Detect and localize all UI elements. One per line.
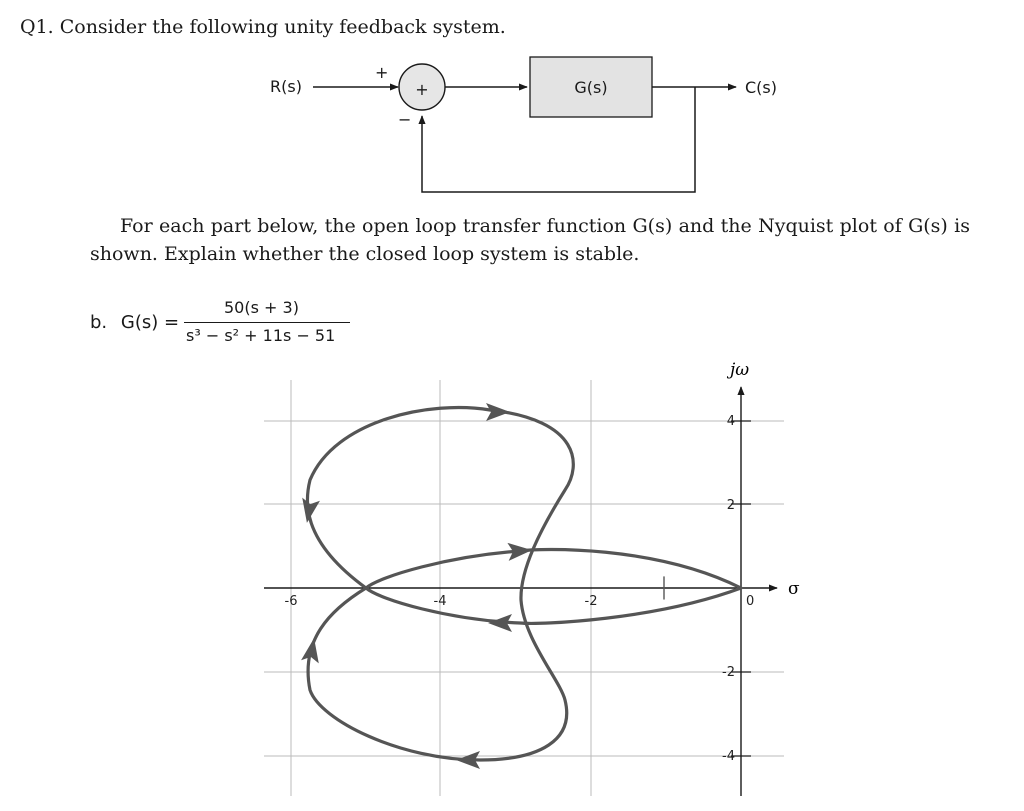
inner-lobe-upper bbox=[366, 549, 741, 588]
plus-sign: + bbox=[375, 63, 389, 82]
tf-denominator: s³ − s² + 11s − 51 bbox=[186, 326, 336, 345]
sigma-label: σ bbox=[788, 579, 800, 599]
output-label: C(s) bbox=[745, 78, 777, 97]
jomega-label: jω bbox=[730, 360, 750, 380]
question-number: Q1. bbox=[20, 16, 54, 38]
direction-arrows bbox=[298, 403, 533, 769]
curve-direction-arrow bbox=[486, 403, 510, 421]
y-tick-label: -4 bbox=[722, 749, 735, 764]
input-label: R(s) bbox=[270, 77, 302, 96]
plant-label: G(s) bbox=[574, 78, 608, 97]
summer-symbol: + bbox=[415, 80, 429, 99]
x-tick-label: -2 bbox=[584, 594, 598, 609]
y-tick-label: 4 bbox=[726, 414, 735, 429]
inner-lobe-lower bbox=[366, 588, 741, 623]
x-tick-label: -6 bbox=[284, 594, 298, 609]
curve-direction-arrow bbox=[301, 637, 323, 664]
x-tick-label: 0 bbox=[746, 594, 755, 609]
instructions-paragraph: For each part below, the open loop transfer function G(s) and the Nyquist plot of G(s) is shown. Explain whether the closed loop system is stable. bbox=[90, 215, 970, 265]
minus-sign: − bbox=[398, 110, 412, 129]
part-letter: b. bbox=[90, 312, 108, 333]
y-tick-label: -2 bbox=[722, 665, 735, 680]
nyquist-curve bbox=[307, 408, 741, 760]
x-tick-label: -4 bbox=[433, 594, 447, 609]
y-tick-label: 2 bbox=[726, 498, 735, 513]
transfer-function-lhs: G(s) = bbox=[120, 312, 180, 333]
tf-numerator: 50(s + 3) bbox=[224, 298, 299, 317]
question-text: Consider the following unity feedback system. bbox=[59, 16, 506, 38]
